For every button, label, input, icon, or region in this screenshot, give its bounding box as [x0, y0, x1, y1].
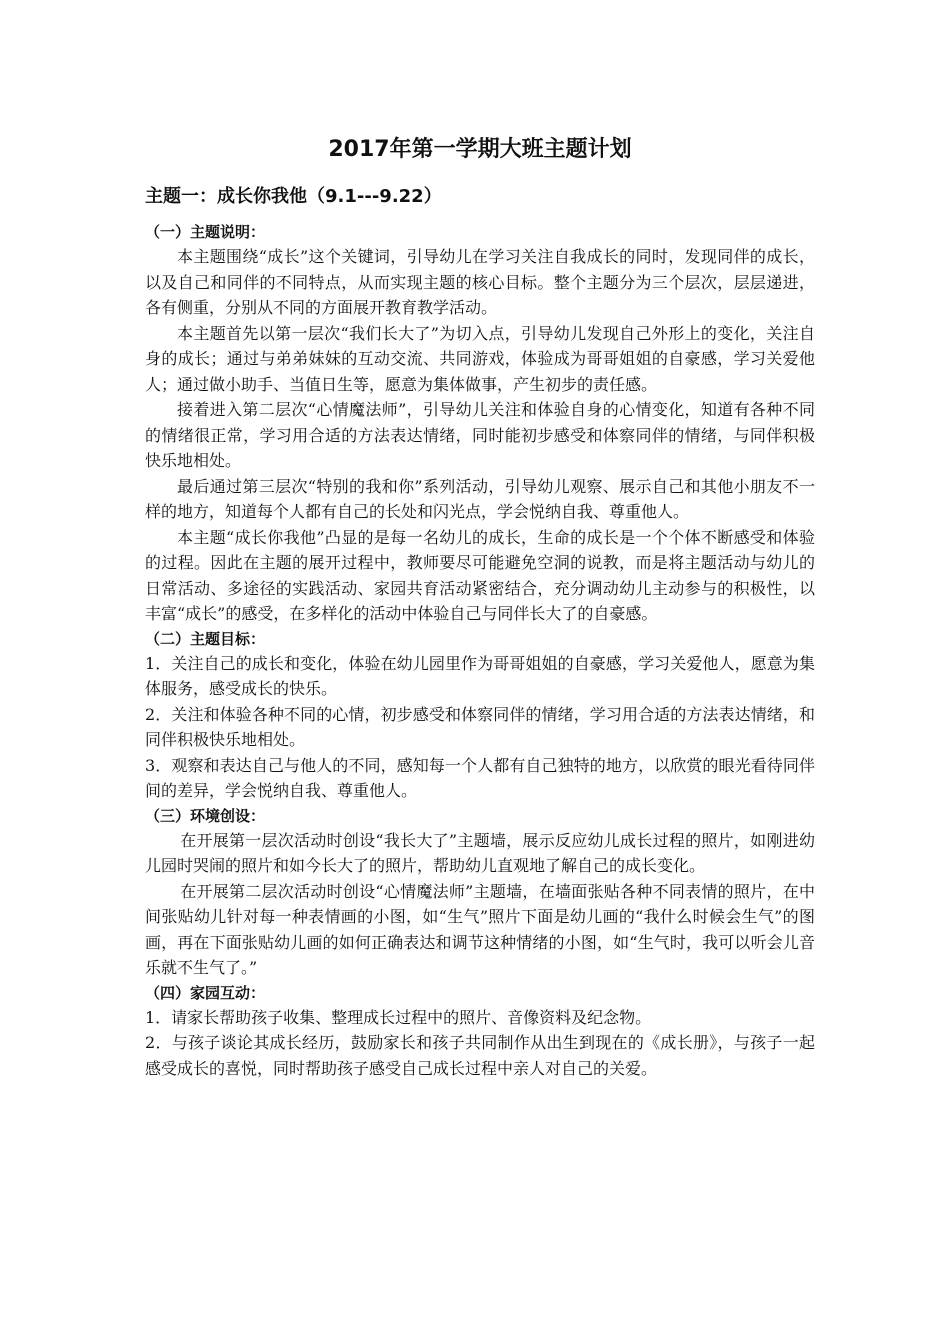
paragraph: 在开展第一层次活动时创设“我长大了”主题墙，展示反应幼儿成长过程的照片，如刚进幼儿园时哭闹的照片和如今长大了的照片，帮助幼儿直观地了解自己的成长变化。: [145, 830, 815, 875]
page-title: 2017年第一学期大班主题计划: [328, 137, 632, 162]
paragraph: 接着进入第二层次“心情魔法师”，引导幼儿关注和体验自身的心情变化，知道有各种不同的情绪很正常，学习用合适的方法表达情绪，同时能初步感受和体察同伴的情绪，与同伴积极快乐地相处。: [145, 400, 815, 470]
section-theme-goals: [145, 627, 815, 804]
list-item: 1．关注自己的成长和变化，体验在幼儿园里作为哥哥姐姐的自豪感，学习关爱他人，愿意为集体服务，感受成长的快乐。: [145, 653, 815, 698]
paragraph: 本主题“成长你我他”凸显的是每一名幼儿的成长，生命的成长是一个个体不断感受和体验的过程。因此在主题的展开过程中，教师要尽可能避免空洞的说教，而是将主题活动与幼儿的日常活动、多途径的实践活动、家园共育活动紧密结合，充分调动幼儿主动参与的积极性，以丰富“成长”的感受，在多样化的活动中体验自己与同伴长大了的自豪感。: [145, 527, 815, 623]
section-heading: （一）主题说明：: [145, 223, 266, 241]
paragraph: 本主题围绕“成长”这个关键词，引导幼儿在学习关注自我成长的同时，发现同伴的成长，以及自己和同伴的不同特点，从而实现主题的核心目标。整个主题分为三个层次，层层递进，各有侧重，分别从不同的方面展开教育教学活动。: [145, 247, 815, 317]
list-item: 2．关注和体验各种不同的心情，初步感受和体察同伴的情绪，学习用合适的方法表达情绪，和同伴积极快乐地相处。: [145, 704, 815, 749]
section-heading: （三）环境创设：: [145, 806, 266, 825]
list-item: 1．请家长帮助孩子收集、整理成长过程中的照片、音像资料及纪念物。: [145, 1007, 652, 1027]
list-item: 3．观察和表达自己与他人的不同，感知每一个人都有自己独特的地方，以欣赏的眼光看待同伴间的差异，学会悦纳自我、尊重他人。: [145, 755, 815, 800]
document-page: [145, 132, 815, 1081]
section-home-interaction: [145, 981, 815, 1082]
section-theme-description: [145, 220, 815, 627]
theme-heading: 主题一：成长你我他（9.1---9.22）: [145, 186, 442, 207]
list-item: 2．与孩子谈论其成长经历，鼓励家长和孩子共同制作从出生到现在的《成长册》，与孩子一起感受成长的喜悦，同时帮助孩子感受自己成长过程中亲人对自己的关爱。: [145, 1033, 815, 1078]
section-environment: [145, 804, 815, 981]
paragraph: 本主题首先以第一层次“我们长大了”为切入点，引导幼儿发现自己外形上的变化，关注自身的成长；通过与弟弟妹妹的互动交流、共同游戏，体验成为哥哥姐姐的自豪感，学习关爱他人；通过做小助手、当值日生等，愿意为集体做事，产生初步的责任感。: [145, 323, 815, 394]
section-heading: （二）主题目标：: [145, 629, 266, 648]
section-heading: （四）家园互动：: [145, 983, 266, 1002]
paragraph: 在开展第二层次活动时创设“心情魔法师”主题墙，在墙面张贴各种不同表情的照片，在中间张贴幼儿针对每一种表情画的小图，如“生气”照片下面是幼儿画的“我什么时候会生气”的图画，再在下面张贴幼儿画的如何正确表达和调节这种情绪的小图，如“生气时，我可以听会儿音乐就不生气了。”: [145, 881, 815, 977]
paragraph: 最后通过第三层次“特别的我和你”系列活动，引导幼儿观察、展示自己和其他小朋友不一样的地方，知道每个人都有自己的长处和闪光点，学会悦纳自我、尊重他人。: [145, 476, 815, 521]
